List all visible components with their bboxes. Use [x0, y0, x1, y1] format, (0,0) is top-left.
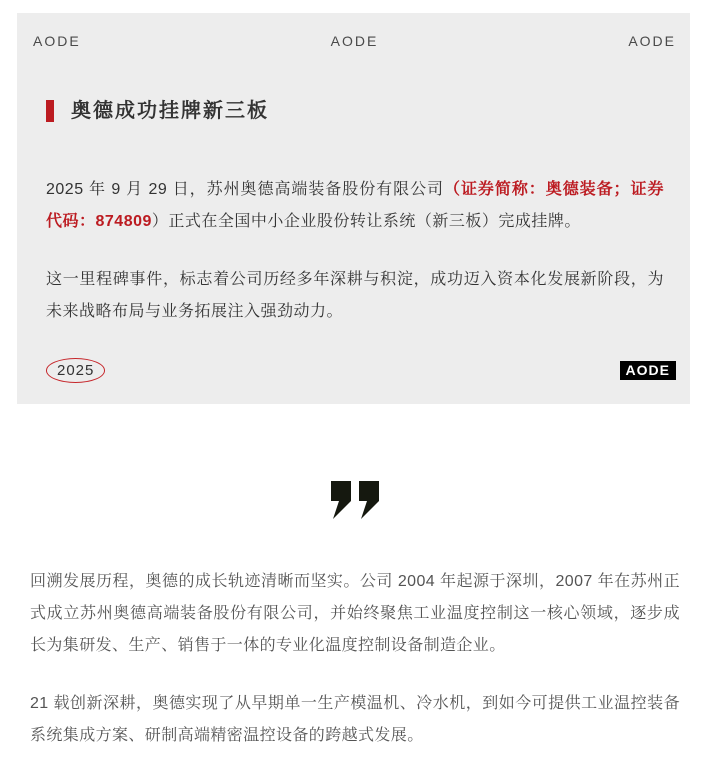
brand-badge: AODE: [620, 361, 676, 380]
brand-wordmark-left: AODE: [33, 33, 81, 49]
year-stamp: 2025: [46, 358, 105, 383]
title-row: [46, 100, 676, 122]
paragraph-milestone: 这一里程碑事件，标志着公司历经多年深耕与积淀，成功迈入资本化发展新阶段，为未来战略布局与业务拓展注入强劲动力。: [46, 271, 664, 320]
paragraph-text: ）正式在全国中小企业股份转让系统（新三板）完成挂牌。: [151, 213, 581, 230]
article-title: 奥德成功挂牌新三板: [71, 100, 269, 122]
brand-wordmark-center: AODE: [330, 33, 379, 49]
paragraph-text: 2025 年 9 月 29 日，苏州奥德高端装备股份有限公司: [46, 181, 444, 198]
title-accent-bar: [46, 100, 54, 122]
quote-ornament-row: [0, 481, 710, 521]
card-footer: [46, 358, 676, 383]
announcement-card: [17, 13, 690, 404]
paragraph-history: 回溯发展历程，奥德的成长轨迹清晰而坚实。公司 2004 年起源于深圳，2007 年在苏州正式成立苏州奥德高端装备股份有限公司，并始终聚焦工业温度控制这一核心领域，逐步成长为集研发、生产、销售于一体的专业化温度控制设备制造企业。: [30, 573, 680, 654]
brand-wordmark-right: AODE: [628, 33, 676, 49]
card-header: [33, 33, 676, 49]
stock-info-highlight: （证券简称：奥德装备；证券代码：874809: [46, 181, 664, 230]
closing-double-quote-icon: [331, 481, 379, 521]
paragraph-listing-announcement: [46, 174, 664, 238]
paragraph-innovation: 21 载创新深耕，奥德实现了从早期单一生产模温机、冷水机，到如今可提供工业温控装备系统集成方案、研制高端精密温控设备的跨越式发展。: [30, 695, 680, 744]
